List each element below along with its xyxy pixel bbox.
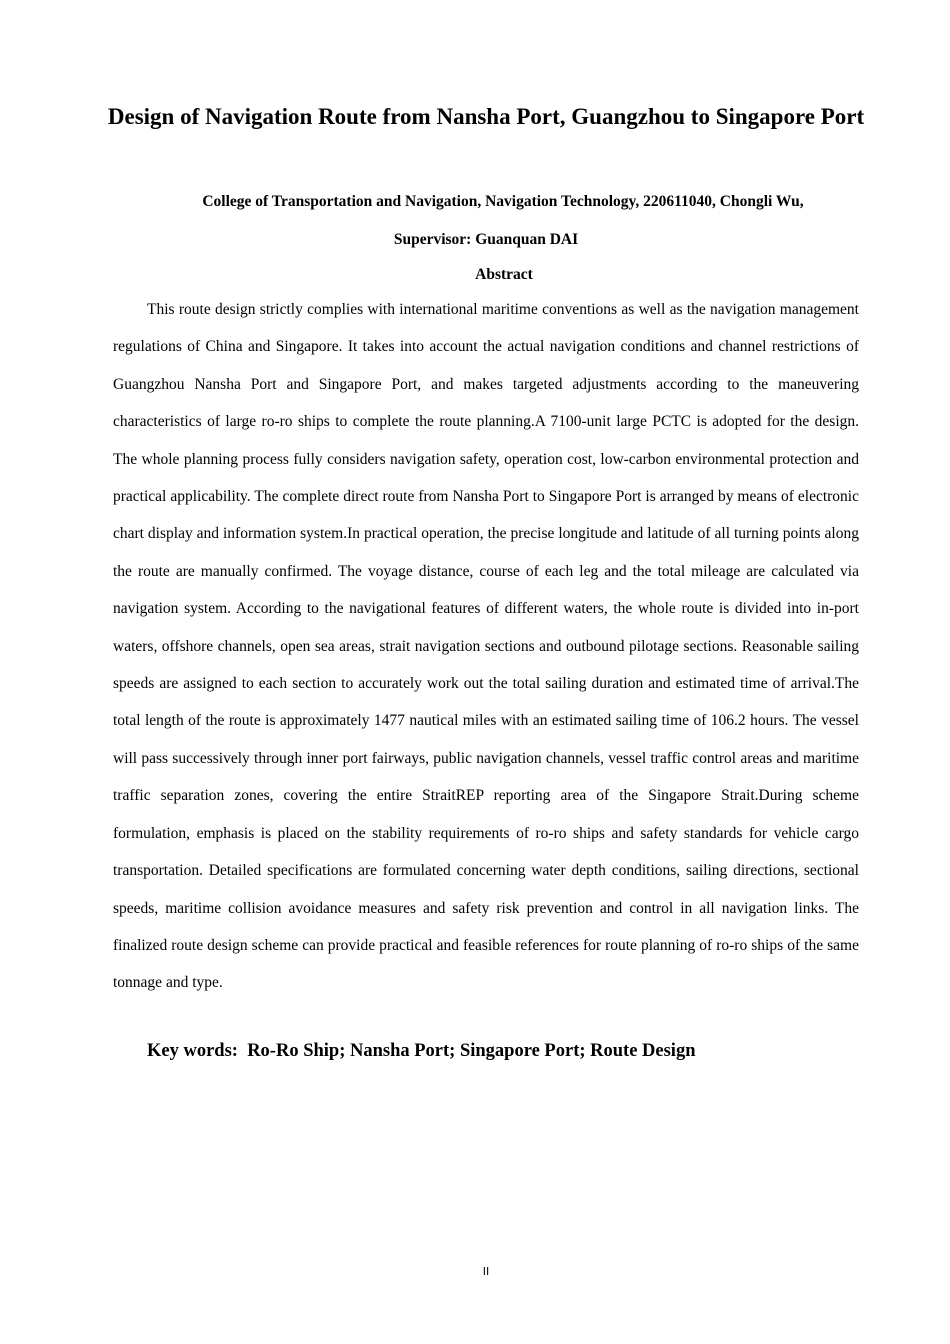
page-title: Design of Navigation Route from Nansha Port, Guangzhou to Singapore Port xyxy=(107,104,865,129)
abstract-body: This route design strictly complies with international maritime conventions as well as the navigation management regulations of China and Singapore. It takes into account the actual navigation conditions and channel restrictions of Guangzhou Nansha Port and Singapore Port, and makes targeted adjustments according to the maneuvering characteristics of large ro-ro ships to complete the route planning.A 7100-unit large PCTC is adopted for the design. The whole planning process fully considers navigation safety, operation cost, low-carbon environmental protection and practical applicability. The complete direct route from Nansha Port to Singapore Port is arranged by means of electronic chart display and information system.In practical operation, the precise longitude and latitude of all turning points along the route are manually confirmed. The voyage distance, course of each leg and the total mileage are calculated via navigation system. According to the navigational features of different waters, the whole route is divided into in-port waters, offshore channels, open sea areas, strait navigation sections and outbound pilotage sections. Reasonable sailing speeds are assigned to each section to accurately work out the total sailing duration and estimated time of arrival.The total length of the route is approximately 1477 nautical miles with an estimated sailing time of 106.2 hours. The vessel will pass successively through inner port fairways, public navigation channels, vessel traffic control areas and maritime traffic separation zones, covering the entire StraitREP reporting area of the Singapore Strait.During scheme formulation, emphasis is placed on the stability requirements of ro-ro ships and safety standards for vehicle cargo transportation. Detailed specifications are formulated concerning water depth conditions, sailing directions, sectional speeds, maritime collision avoidance measures and safety risk prevention and control in all navigation links. The finalized route design scheme can provide practical and feasible references for route planning of ro-ro ships of the same tonnage and type. xyxy=(113,301,859,992)
page-number: II xyxy=(482,1265,490,1278)
keywords-line: Key words: Ro-Ro Ship; Nansha Port; Singapore Port; Route Design xyxy=(147,1041,696,1061)
abstract-heading: Abstract xyxy=(475,266,533,283)
supervisor-line: Supervisor: Guanquan DAI xyxy=(393,231,579,248)
author-line: College of Transportation and Navigation, Navigation Technology, 220611040, Chongli Wu, xyxy=(202,193,804,210)
